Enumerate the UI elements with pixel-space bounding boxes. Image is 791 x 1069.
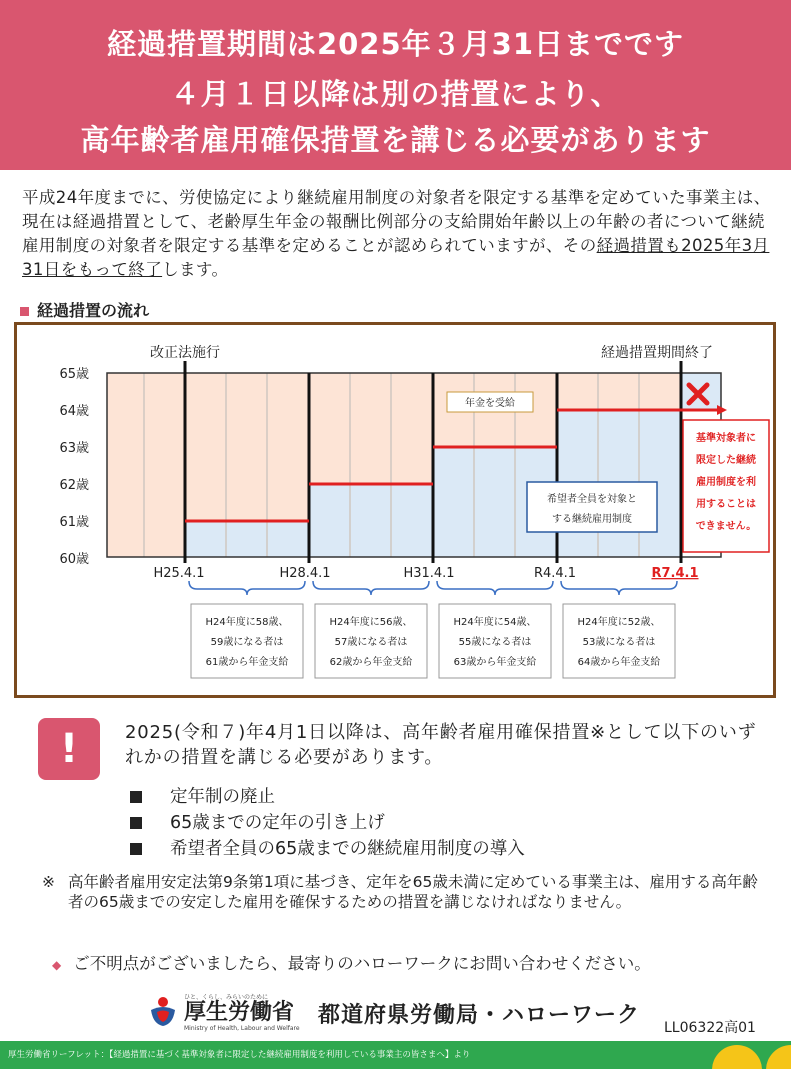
intro-text: 平成24年度までに、労使協定により継続雇用制度の対象者を限定する基準を定めていた事業主は、現在は経過措置として、老齢厚生年金の報酬比例部分の支給開始年齢以上の年齢の者について継続雇用制度の対象者を限定する基準を定めることが認められていますが、その xyxy=(22,188,771,255)
ministry-name: 厚生労働省 xyxy=(184,1000,295,1025)
date-label-r4: R4.4.1 xyxy=(533,566,577,581)
age-label-65: 65歳 xyxy=(59,367,89,382)
header-line-1: 経過措置期間は2025年３月31日までです xyxy=(106,27,685,61)
age-label-64: 64歳 xyxy=(59,404,89,419)
period-brackets xyxy=(189,581,677,595)
document-code: LL06322高01 xyxy=(664,1020,756,1036)
footer-bar xyxy=(0,1041,791,1069)
ministry-english: Ministry of Health, Labour and Welfare xyxy=(184,1025,300,1032)
intro-underlined-text: 経過措置も2025年3月31日をもって終了 xyxy=(22,236,770,279)
info-box-1-line-2: 59歳になる者は xyxy=(210,637,284,648)
age-label-63: 63歳 xyxy=(59,441,89,456)
arrow-head-icon xyxy=(717,405,727,415)
measures-list xyxy=(130,784,525,862)
alert-text: 2025(令和７)年4月1日以降は、高年齢者雇用確保措置※として以下のいずれかの措置を講じる必要があります。 xyxy=(125,722,757,768)
employment-band-1 xyxy=(185,521,309,557)
exclamation-icon: ! xyxy=(38,718,100,780)
info-box-2-line-3: 62歳から年金支給 xyxy=(329,657,413,668)
square-bullet-icon xyxy=(20,307,29,316)
diamond-bullet-icon: ◆ xyxy=(52,958,62,972)
square-bullet-icon xyxy=(130,817,142,829)
warning-line-4: 用することは xyxy=(696,499,756,510)
list-item: 定年制の廃止 xyxy=(130,784,525,810)
square-bullet-icon xyxy=(130,843,142,855)
bureau-name: 都道府県労働局・ハローワーク xyxy=(318,1003,641,1028)
warning-line-1: 基準対象者に xyxy=(696,433,756,444)
info-box-3-line-3: 63歳から年金支給 xyxy=(453,657,537,668)
square-bullet-icon xyxy=(130,791,142,803)
info-box-1-line-3: 61歳から年金支給 xyxy=(205,657,289,668)
age-label-62: 62歳 xyxy=(59,478,89,493)
employment-band-2 xyxy=(309,484,433,557)
ministry-tagline: ひと、くらし、みらいのために xyxy=(184,994,269,1001)
intro-paragraph xyxy=(22,186,772,282)
pension-band-1 xyxy=(185,373,309,521)
date-label-h31: H31.4.1 xyxy=(403,566,455,581)
pension-band-4 xyxy=(557,373,681,410)
employment-label-line-1: 希望者全員を対象と xyxy=(547,494,637,505)
info-box-2-line-2: 57歳になる者は xyxy=(334,637,408,648)
age-label-61: 61歳 xyxy=(59,515,89,530)
footnote xyxy=(42,872,772,912)
date-label-h25: H25.4.1 xyxy=(153,566,205,581)
section-title: 経過措置の流れ xyxy=(20,298,149,321)
note-mark: ※ xyxy=(42,873,55,891)
contact-line xyxy=(52,950,651,974)
warning-line-3: 雇用制度を利 xyxy=(696,477,756,488)
contact-text: ご不明点がございましたら、最寄りのハローワークにお問い合わせください。 xyxy=(73,954,651,973)
info-box-4-line-1: H24年度に52歳、 xyxy=(577,617,661,628)
date-label-h28: H28.4.1 xyxy=(279,566,331,581)
footer-source: 厚生労働省リーフレット：【経過措置に基づく基準対象者に限定した継続雇用制度を利用している事業主の皆さまへ】より xyxy=(8,1050,471,1060)
list-item: 65歳までの定年の引き上げ xyxy=(130,810,525,836)
label-transition-end: 経過措置期間終了 xyxy=(601,345,713,361)
decorative-circle xyxy=(766,1045,791,1069)
transition-diagram-frame xyxy=(14,322,776,698)
transition-diagram xyxy=(17,325,773,695)
label-law-enforced: 改正法施行 xyxy=(150,345,220,361)
info-box-3-line-2: 55歳になる者は xyxy=(458,637,532,648)
info-box-4-line-3: 64歳から年金支給 xyxy=(577,657,661,668)
note-text: 高年齢者雇用安定法第9条第1項に基づき、定年を65歳未満に定めている事業主は、雇用する高年齢者の65歳までの安定した雇用を確保するための措置を講じなければなりません。 xyxy=(68,873,758,911)
pension-label: 年金を受給 xyxy=(465,398,515,409)
ministry-logo xyxy=(148,992,300,1032)
ministry-emblem-icon xyxy=(148,996,178,1028)
decorative-circle xyxy=(712,1045,762,1069)
header-banner xyxy=(0,0,791,170)
info-box-1-line-1: H24年度に58歳、 xyxy=(205,617,289,628)
age-label-60: 60歳 xyxy=(59,552,89,567)
info-box-2-line-1: H24年度に56歳、 xyxy=(329,617,413,628)
info-box-4-line-2: 53歳になる者は xyxy=(582,637,656,648)
date-label-r7: R7.4.1 xyxy=(651,566,699,581)
warning-line-2: 限定した継続 xyxy=(696,455,756,466)
pension-band-2 xyxy=(309,373,433,484)
header-line-3: 高年齢者雇用確保措置を講じる必要があります xyxy=(80,123,711,157)
employment-label-line-2: する継続雇用制度 xyxy=(552,514,632,525)
info-box-3-line-1: H24年度に54歳、 xyxy=(453,617,537,628)
list-item: 希望者全員の65歳までの継続雇用制度の導入 xyxy=(130,836,525,862)
warning-line-5: できません。 xyxy=(695,521,757,532)
intro-text-end: します。 xyxy=(162,260,229,279)
header-line-2: ４月１日以降は別の措置により、 xyxy=(170,77,621,111)
